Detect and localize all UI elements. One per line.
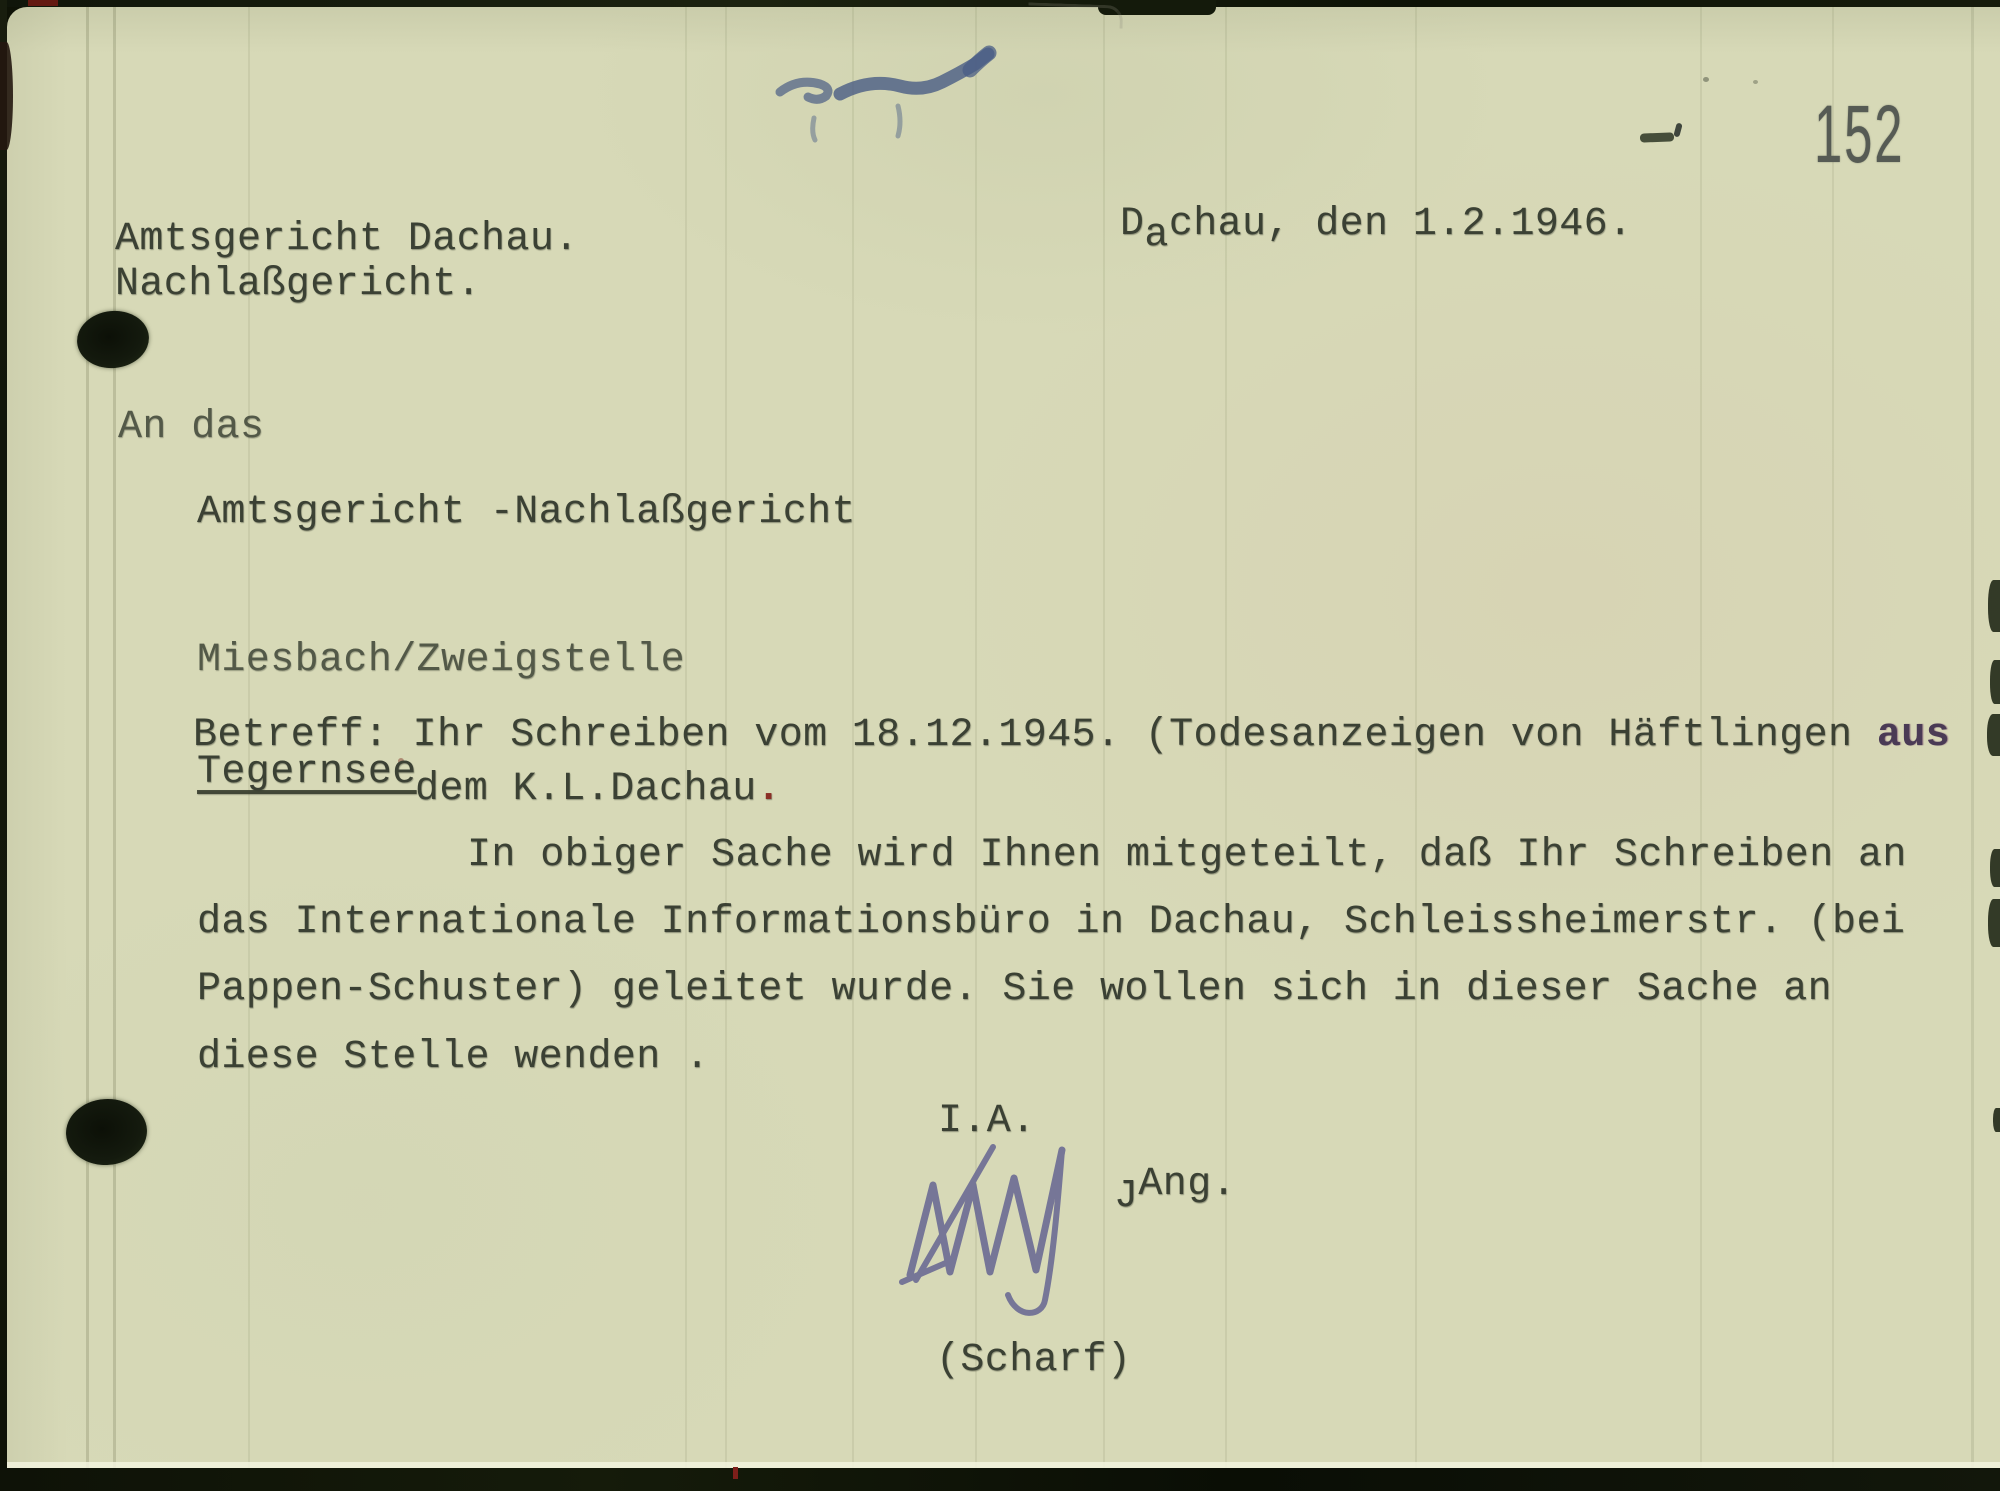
ghost-page-corner bbox=[1028, 2, 1124, 28]
recipient-line-2: Miesbach/Zweigstelle bbox=[197, 638, 686, 683]
subject-line-2-text: dem K.L.Dachau bbox=[415, 767, 757, 812]
scan-edge-right-mark bbox=[1988, 580, 2000, 632]
scan-edge-right-mark bbox=[1993, 1108, 2000, 1132]
subject-overstruck-word: aus bbox=[1876, 713, 1951, 758]
handwritten-annotation bbox=[770, 40, 1010, 140]
subject-line-1-text: Betreff: Ihr Schreiben vom 18.12.1945. (Todesanzeigen von Häftlingen bbox=[193, 713, 1877, 758]
folio-dash-mark bbox=[1640, 132, 1674, 142]
scan-edge-right-mark bbox=[1990, 660, 2000, 704]
closing-signer-name: (Scharf) bbox=[936, 1338, 1132, 1383]
scan-edge-red-mark bbox=[28, 0, 58, 6]
subject-line-1 bbox=[193, 713, 1951, 758]
signer-initial-suffix: Ang. bbox=[1138, 1162, 1237, 1207]
dateline-rest: chau, den 1.2.1946. bbox=[1168, 202, 1633, 247]
scan-edge-right-mark bbox=[1990, 849, 2000, 887]
sender-line-2: Nachlaßgericht. bbox=[115, 262, 482, 307]
scan-edge-top bbox=[0, 0, 2000, 7]
recipient-line-3: Tegernsee bbox=[197, 750, 417, 795]
folio-number: 152 bbox=[1814, 89, 1905, 180]
body-line-1: In obiger Sache wird Ihnen mitgeteilt, daß Ihr Schreiben an bbox=[467, 833, 1907, 878]
body-line-2: das Internationale Informationsbüro in Dachau, Schleissheimerstr. (bei bbox=[197, 900, 1906, 945]
paper-crease bbox=[1971, 7, 1974, 1468]
body-line-3: Pappen-Schuster) geleitet wurde. Sie wollen sich in dieser Sache an bbox=[197, 967, 1833, 1012]
recipient-salutation: An das bbox=[118, 405, 265, 450]
dateline-capital: D bbox=[1120, 202, 1145, 247]
ink-speck bbox=[1703, 77, 1709, 82]
scan-edge-bottom-red-mark bbox=[733, 1467, 738, 1479]
scan-edge-right-mark bbox=[1987, 714, 2000, 756]
scan-edge-right-mark bbox=[1988, 899, 2000, 947]
subject-line-2 bbox=[415, 767, 782, 812]
sender-line-1: Amtsgericht Dachau. bbox=[115, 217, 579, 262]
scan-edge-bottom bbox=[0, 1468, 2000, 1491]
dateline bbox=[1120, 202, 1633, 258]
closing-per-pro: I.A. bbox=[938, 1099, 1036, 1144]
closing-signer-initials bbox=[1114, 1162, 1237, 1219]
signer-initial: J bbox=[1114, 1174, 1139, 1219]
recipient-line-1: Amtsgericht -Nachlaßgericht bbox=[197, 490, 856, 535]
scan-edge-left bbox=[0, 0, 7, 1491]
body-line-4: diese Stelle wenden . bbox=[197, 1035, 710, 1080]
ink-speck bbox=[1753, 80, 1758, 84]
paper-crease bbox=[86, 7, 89, 1468]
dateline-dropped-letter: a bbox=[1144, 213, 1169, 258]
handwritten-signature bbox=[895, 1125, 1080, 1340]
subject-red-period: . bbox=[756, 767, 782, 812]
scan-edge-left-stain bbox=[0, 42, 13, 150]
